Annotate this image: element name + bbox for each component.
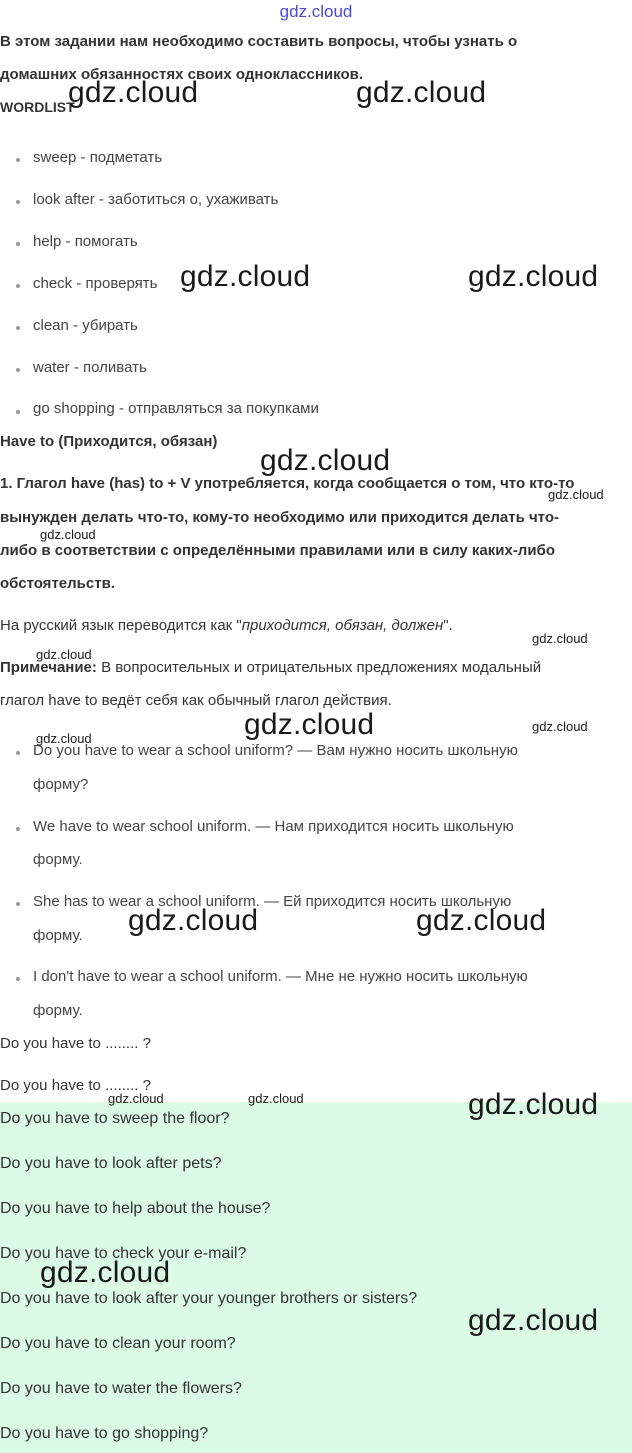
- bullet-icon: [16, 751, 20, 755]
- watermark: gdz.cloud: [416, 904, 547, 937]
- grammar-title: Have to (Приходится, обязан): [0, 433, 218, 450]
- wordlist-item: look after - заботиться о, ухаживать: [33, 191, 279, 208]
- watermark: gdz.cloud: [468, 260, 599, 293]
- watermark: gdz.cloud: [244, 708, 375, 741]
- bullet-icon: [16, 200, 20, 204]
- watermark: gdz.cloud: [248, 1091, 304, 1106]
- wordlist-item: help - помогать: [33, 233, 138, 250]
- answer-line: Do you have to go shopping?: [0, 1425, 209, 1442]
- translation-italic: приходится, обязан, должен: [241, 617, 444, 634]
- translation-suffix: ".: [443, 617, 453, 634]
- example-line: форму?: [33, 776, 89, 793]
- answer-line: Do you have to look after pets?: [0, 1155, 222, 1172]
- bullet-icon: [16, 368, 20, 372]
- example-line: She has to wear a school uniform. — Ей приходится носить школьную: [33, 893, 512, 910]
- watermark: gdz.cloud: [260, 444, 391, 477]
- bullet-icon: [16, 902, 20, 906]
- example-line: We have to wear school uniform. — Нам приходится носить школьную: [33, 818, 514, 835]
- watermark: gdz.cloud: [68, 76, 199, 109]
- answer-line: Do you have to help about the house?: [0, 1200, 271, 1217]
- site-logo[interactable]: gdz.cloud: [279, 2, 353, 21]
- answer-line: Do you have to check your e-mail?: [0, 1245, 247, 1262]
- answer-line: Do you have to look after your younger brothers or sisters?: [0, 1290, 418, 1307]
- translation-prefix: На русский язык переводится как ": [0, 617, 242, 634]
- wordlist-item: water - поливать: [33, 359, 147, 376]
- answer-line: Do you have to sweep the floor?: [0, 1110, 230, 1127]
- watermark: gdz.cloud: [36, 731, 92, 746]
- example-line: I don't have to wear a school uniform. — Мне не нужно носить школьную: [33, 968, 528, 985]
- answer-line: Do you have to clean your room?: [0, 1335, 236, 1352]
- bullet-icon: [16, 827, 20, 831]
- intro-line-2: домашних обязанностях своих одноклассников.: [0, 66, 363, 83]
- note-label: Примечание:: [0, 659, 97, 676]
- example-line: форму.: [33, 927, 83, 944]
- rule-line-1: 1. Глагол have (has) to + V употребляется, когда сообщается о том, что кто-то: [0, 475, 575, 492]
- template-line: Do you have to ........ ?: [0, 1077, 151, 1094]
- watermark: gdz.cloud: [40, 1256, 171, 1289]
- watermark: gdz.cloud: [40, 527, 96, 542]
- bullet-icon: [16, 284, 20, 288]
- rule-line-4: обстоятельств.: [0, 575, 115, 592]
- bullet-icon: [16, 158, 20, 162]
- template-line: Do you have to ........ ?: [0, 1035, 151, 1052]
- watermark: gdz.cloud: [36, 647, 92, 662]
- watermark: gdz.cloud: [180, 260, 311, 293]
- wordlist-item: clean - убирать: [33, 317, 138, 334]
- intro-line-1: В этом задании нам необходимо составить вопросы, чтобы узнать о: [0, 33, 518, 50]
- example-line: форму.: [33, 851, 83, 868]
- bullet-icon: [16, 326, 20, 330]
- answer-line: Do you have to water the flowers?: [0, 1380, 242, 1397]
- bullet-icon: [16, 977, 20, 981]
- example-line: форму.: [33, 1002, 83, 1019]
- watermark: gdz.cloud: [532, 631, 588, 646]
- watermark: gdz.cloud: [128, 904, 259, 937]
- watermark: gdz.cloud: [468, 1304, 599, 1337]
- watermark: gdz.cloud: [468, 1088, 599, 1121]
- watermark: gdz.cloud: [108, 1091, 164, 1106]
- wordlist-item: sweep - подметать: [33, 149, 163, 166]
- watermark: gdz.cloud: [356, 76, 487, 109]
- bullet-icon: [16, 242, 20, 246]
- note-line-2: глагол have to ведёт себя как обычный глагол действия.: [0, 692, 392, 709]
- translation-line: [0, 617, 453, 634]
- wordlist-item: go shopping - отправляться за покупками: [33, 400, 319, 417]
- note-text: В вопросительных и отрицательных предложениях модальный: [96, 659, 542, 676]
- rule-line-2: вынужден делать что-то, кому-то необходимо или приходится делать что-: [0, 509, 559, 526]
- bullet-icon: [16, 410, 20, 414]
- watermark: gdz.cloud: [532, 719, 588, 734]
- rule-line-3: либо в соответствии с определёнными правилами или в силу каких-либо: [0, 542, 555, 559]
- watermark: gdz.cloud: [548, 487, 604, 502]
- wordlist-item: check - проверять: [33, 275, 158, 292]
- example-line: Do you have to wear a school uniform? — Вам нужно носить школьную: [33, 742, 518, 759]
- wordlist-title: WORDLIST: [0, 99, 75, 115]
